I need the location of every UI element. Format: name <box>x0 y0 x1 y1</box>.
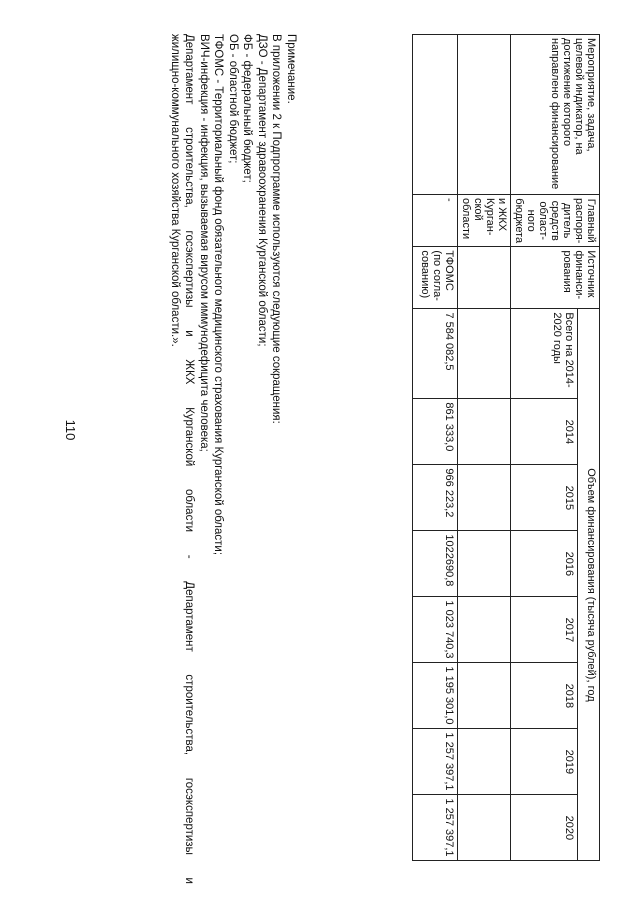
rotated-page-content <box>40 12 600 892</box>
header-year-2015: 2015 <box>511 465 578 531</box>
notes-last-line-end: жилищно-коммунального хозяйства Курганской области.». <box>169 34 181 347</box>
continuation-empty-cell <box>458 309 511 399</box>
header-year-2018: 2018 <box>511 663 578 729</box>
row-measure-cell <box>413 35 458 195</box>
continuation-empty-cell <box>458 795 511 861</box>
row-manager-cell: - <box>413 195 458 247</box>
continuation-empty-cell <box>458 465 511 531</box>
page-number: 110 <box>63 419 78 441</box>
notes-intro: В приложении 2 к Подпрограмме используются следующие сокращения: <box>270 34 283 424</box>
row-value-2016: 1022690,8 <box>413 531 458 597</box>
continuation-manager-cell: и ЖКХ Курган-ской области <box>458 195 511 247</box>
financing-table <box>412 34 600 861</box>
continuation-empty-cell <box>458 729 511 795</box>
row-value-2017: 1 023 740,3 <box>413 597 458 663</box>
row-value-2020: 1 257 397,1 <box>413 795 458 861</box>
table-row <box>413 35 458 861</box>
notes-item: ФБ - федеральный бюджет; <box>241 34 254 183</box>
notes-title: Примечание. <box>285 34 297 104</box>
notes-item: ВИЧ-инфекция - инфекция, вызываемая вирусом иммунодефицита человека; <box>198 34 210 452</box>
row-total-cell: 7 584 082,5 <box>413 309 458 399</box>
header-year-2014: 2014 <box>511 399 578 465</box>
continuation-empty-cell <box>458 247 511 309</box>
notes-item: ТФОМС - Территориальный фонд обязательного медицинского страхования Курганской области; <box>212 34 225 556</box>
continuation-empty-cell <box>458 597 511 663</box>
continuation-row <box>458 35 511 861</box>
row-value-2015: 966 223,2 <box>413 465 458 531</box>
header-year-2016: 2016 <box>511 531 578 597</box>
notes-last-line: Департамент строительства, госэкспертизы и ЖКХ Курганской области - Департамент строительства, госэкспертизы и <box>183 34 196 884</box>
continuation-empty-cell <box>458 531 511 597</box>
header-volume: Объем финансирования (тысяча рублей), год <box>578 309 600 861</box>
notes-item: ОБ - областной бюджет; <box>227 34 239 164</box>
row-source-cell: ТФОМС (по согла-сованию) <box>413 247 458 309</box>
header-year-2017: 2017 <box>511 597 578 663</box>
header-row-1 <box>578 35 600 861</box>
notes-item: ДЗО - Департамент здравоохранения Курганской области; <box>256 34 268 347</box>
notes-block <box>168 34 299 884</box>
header-source: Источник финанси-рования <box>511 247 600 309</box>
continuation-measure-cell <box>458 35 511 195</box>
header-year-2020: 2020 <box>511 795 578 861</box>
header-measure: Мероприятие, задача, целевой индикатор, на достижение которого направлено финансирование <box>511 35 600 195</box>
row-value-2014: 861 333,0 <box>413 399 458 465</box>
row-value-2018: 1 195 301,0 <box>413 663 458 729</box>
continuation-empty-cell <box>458 663 511 729</box>
header-total: Всего на 2014-2020 годы <box>511 309 578 399</box>
header-manager: Главный распоря-дитель средств област-ного бюджета <box>511 195 600 247</box>
header-year-2019: 2019 <box>511 729 578 795</box>
row-value-2019: 1 257 397,1 <box>413 729 458 795</box>
continuation-empty-cell <box>458 399 511 465</box>
